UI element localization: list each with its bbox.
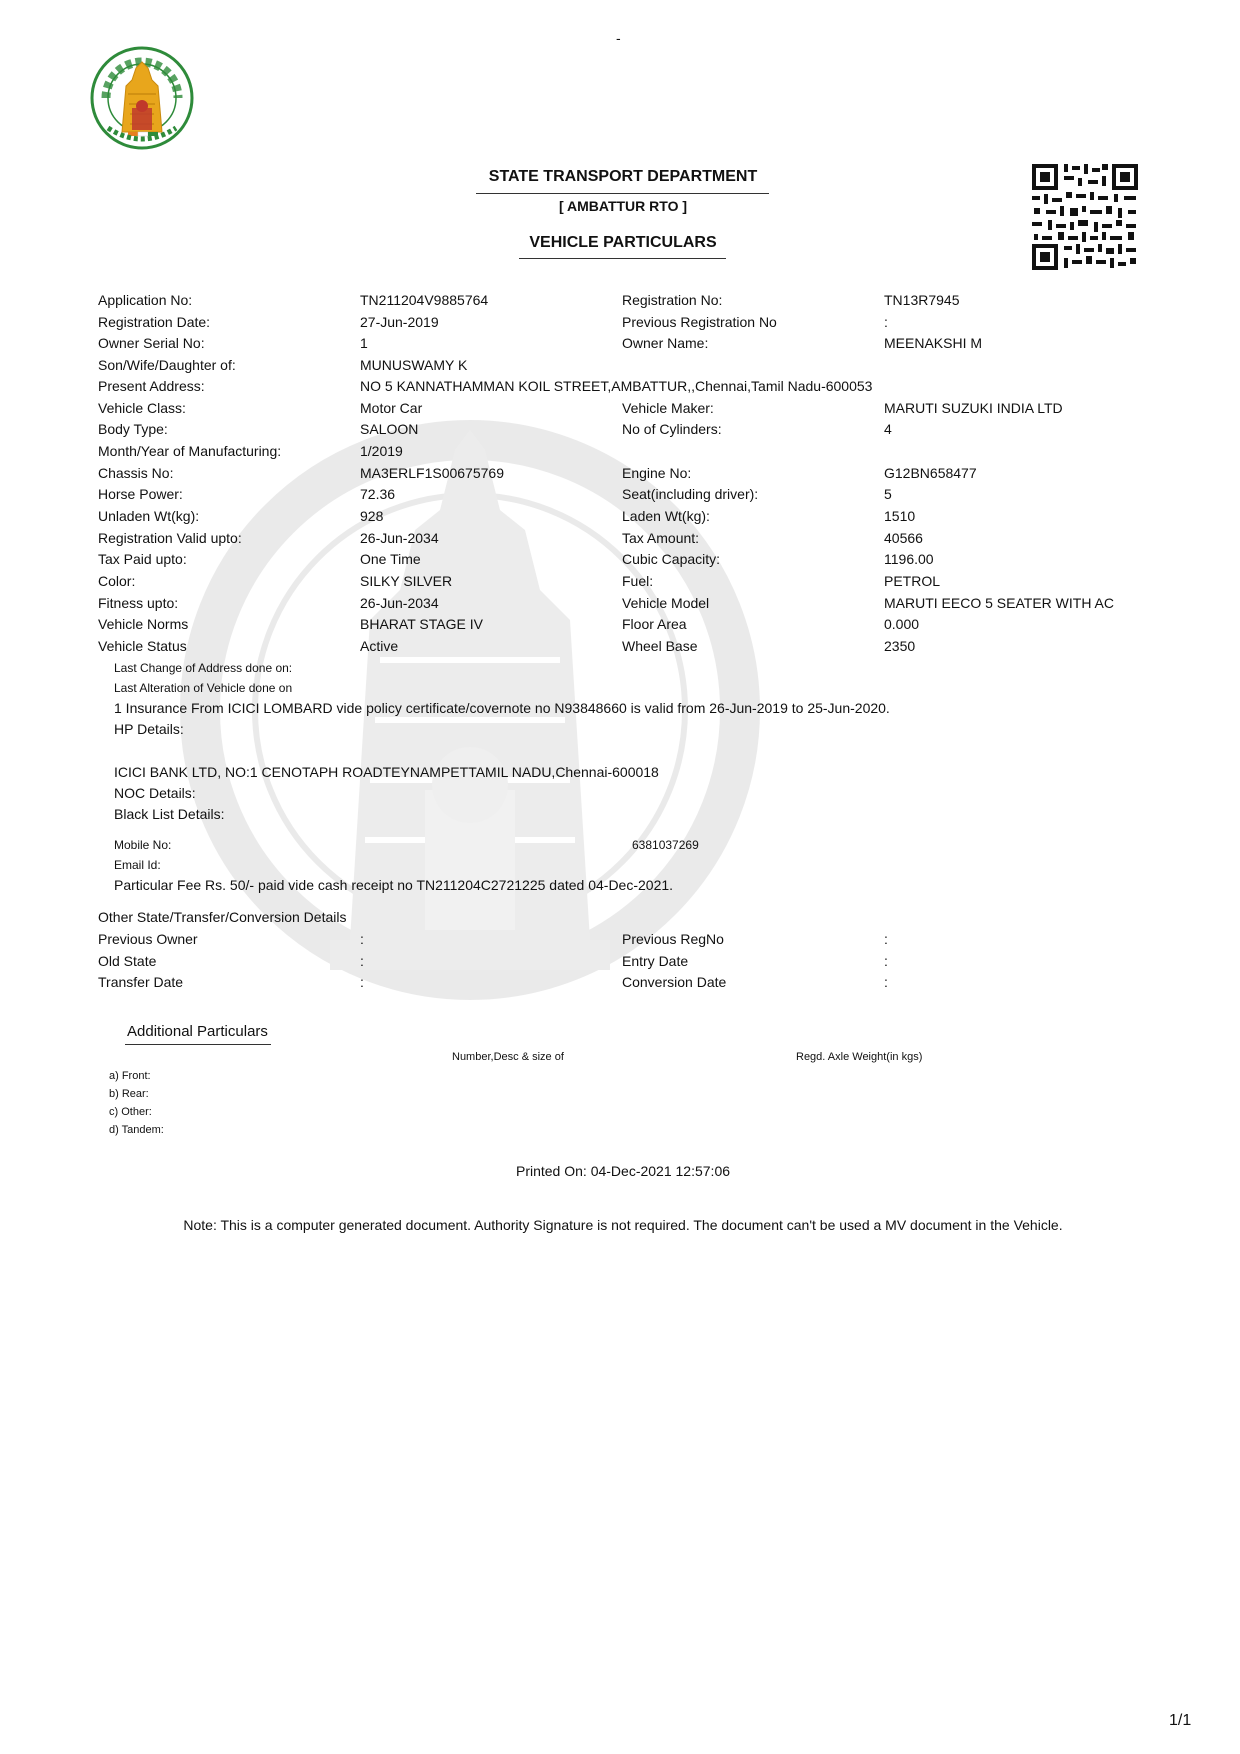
row-relation — [0, 357, 1240, 377]
cubic-capacity-value: 1196.00 — [884, 551, 934, 567]
conversion-date-value: : — [884, 974, 888, 990]
axle-tandem: d) Tandem: — [109, 1124, 164, 1136]
row-transfer-date — [0, 974, 1240, 994]
state-emblem-logo — [84, 46, 200, 150]
previous-owner-value: : — [360, 931, 364, 947]
cylinders-value: 4 — [884, 421, 892, 437]
seats-label: Seat(including driver): — [622, 486, 759, 502]
registration-valid-value: 26-Jun-2034 — [360, 530, 439, 546]
last-change-address: Last Change of Address done on: — [114, 661, 293, 675]
fitness-label: Fitness upto: — [98, 595, 179, 611]
hp-details-label: HP Details: — [114, 721, 184, 737]
laden-wt-value: 1510 — [884, 508, 916, 524]
row-color — [0, 573, 1240, 593]
row-previous-owner — [0, 931, 1240, 951]
previous-registration-value: : — [884, 314, 888, 330]
row-address — [0, 378, 1240, 398]
row-fitness — [0, 595, 1240, 615]
previous-owner-label: Previous Owner — [98, 931, 198, 947]
color-value: SILKY SILVER — [360, 573, 453, 589]
engine-no-label: Engine No: — [622, 465, 692, 481]
registration-date-value: 27-Jun-2019 — [360, 314, 439, 330]
present-address-value: NO 5 KANNATHAMMAN KOIL STREET,AMBATTUR,,Chennai,Tamil Nadu-600053 — [360, 378, 873, 394]
owner-serial-label: Owner Serial No: — [98, 335, 205, 351]
cubic-capacity-label: Cubic Capacity: — [622, 551, 721, 567]
horse-power-label: Horse Power: — [98, 486, 183, 502]
blacklist-details-label: Black List Details: — [114, 806, 225, 822]
color-label: Color: — [98, 573, 136, 589]
fuel-label: Fuel: — [622, 573, 654, 589]
row-owner — [0, 335, 1240, 355]
entry-date-value: : — [884, 953, 888, 969]
chassis-no-label: Chassis No: — [98, 465, 174, 481]
row-status — [0, 638, 1240, 658]
vehicle-model-value: MARUTI EECO 5 SEATER WITH AC — [884, 595, 1114, 611]
row-vehicle-class — [0, 400, 1240, 420]
wheel-base-value: 2350 — [884, 638, 916, 654]
hp-details-value: ICICI BANK LTD, NO:1 CENOTAPH ROADTEYNAMPETTAMIL NADU,Chennai-600018 — [114, 764, 659, 780]
unladen-wt-value: 928 — [360, 508, 384, 524]
row-registration-valid — [0, 530, 1240, 550]
seats-value: 5 — [884, 486, 892, 502]
owner-serial-value: 1 — [360, 335, 368, 351]
horse-power-value: 72.36 — [360, 486, 396, 502]
body-type-value: SALOON — [360, 421, 419, 437]
unladen-wt-label: Unladen Wt(kg): — [98, 508, 200, 524]
registration-valid-label: Registration Valid upto: — [98, 530, 242, 546]
vehicle-status-label: Vehicle Status — [98, 638, 187, 654]
department-title: STATE TRANSPORT DEPARTMENT — [488, 168, 758, 185]
transfer-date-value: : — [360, 974, 364, 990]
row-chassis — [0, 465, 1240, 485]
title-underline — [476, 193, 769, 194]
fitness-value: 26-Jun-2034 — [360, 595, 439, 611]
row-tax-paid — [0, 551, 1240, 571]
tax-paid-label: Tax Paid upto: — [98, 551, 187, 567]
conversion-date-label: Conversion Date — [622, 974, 727, 990]
page-number: 1/1 — [1169, 1712, 1192, 1729]
floor-area-label: Floor Area — [622, 616, 687, 632]
old-state-value: : — [360, 953, 364, 969]
tax-amount-value: 40566 — [884, 530, 923, 546]
relation-label: Son/Wife/Daughter of: — [98, 357, 236, 373]
previous-regno-label: Previous RegNo — [622, 931, 724, 947]
wheel-base-label: Wheel Base — [622, 638, 698, 654]
row-old-state — [0, 953, 1240, 973]
vehicle-model-label: Vehicle Model — [622, 595, 710, 611]
vehicle-class-value: Motor Car — [360, 400, 423, 416]
transfer-heading: Other State/Transfer/Conversion Details — [98, 909, 347, 925]
application-no-value: TN211204V9885764 — [360, 292, 489, 308]
row-registration-date — [0, 314, 1240, 334]
column-number-desc: Number,Desc & size of — [452, 1051, 564, 1063]
vehicle-status-value: Active — [360, 638, 399, 654]
rto-name: [ AMBATTUR RTO ] — [558, 198, 688, 214]
additional-particulars-heading: Additional Particulars — [127, 1023, 268, 1040]
vehicle-maker-value: MARUTI SUZUKI INDIA LTD — [884, 400, 1063, 416]
mobile-label: Mobile No: — [114, 838, 172, 852]
previous-registration-label: Previous Registration No — [622, 314, 777, 330]
vehicle-norms-value: BHARAT STAGE IV — [360, 616, 483, 632]
previous-regno-value: : — [884, 931, 888, 947]
last-alteration: Last Alteration of Vehicle done on — [114, 681, 293, 695]
floor-area-value: 0.000 — [884, 616, 920, 632]
document-title-underline — [519, 258, 726, 259]
printed-on: Printed On: 04-Dec-2021 12:57:06 — [515, 1163, 731, 1179]
disclaimer-note: Note: This is a computer generated document. Authority Signature is not required. The document can't be used a MV document in the Vehicle. — [183, 1217, 1063, 1233]
manufacturing-label: Month/Year of Manufacturing: — [98, 443, 282, 459]
chassis-no-value: MA3ERLF1S00675769 — [360, 465, 504, 481]
transfer-date-label: Transfer Date — [98, 974, 184, 990]
fuel-value: PETROL — [884, 573, 941, 589]
row-body-type — [0, 421, 1240, 441]
engine-no-value: G12BN658477 — [884, 465, 977, 481]
row-horse-power — [0, 486, 1240, 506]
tax-amount-label: Tax Amount: — [622, 530, 700, 546]
vehicle-maker-label: Vehicle Maker: — [622, 400, 714, 416]
registration-date-label: Registration Date: — [98, 314, 211, 330]
manufacturing-value: 1/2019 — [360, 443, 403, 459]
document-title: VEHICLE PARTICULARS — [529, 234, 717, 251]
vehicle-norms-label: Vehicle Norms — [98, 616, 189, 632]
axle-front: a) Front: — [109, 1070, 151, 1082]
additional-particulars-underline — [125, 1044, 271, 1045]
entry-date-label: Entry Date — [622, 953, 689, 969]
application-no-label: Application No: — [98, 292, 193, 308]
registration-no-value: TN13R7945 — [884, 292, 960, 308]
body-type-label: Body Type: — [98, 421, 168, 437]
row-manufacturing — [0, 443, 1240, 463]
tax-paid-value: One Time — [360, 551, 421, 567]
owner-name-value: MEENAKSHI M — [884, 335, 983, 351]
registration-no-label: Registration No: — [622, 292, 723, 308]
column-axle-weight: Regd. Axle Weight(in kgs) — [796, 1051, 923, 1063]
row-weight — [0, 508, 1240, 528]
page-marker: - — [616, 30, 621, 46]
row-application — [0, 292, 1240, 312]
axle-other: c) Other: — [109, 1106, 152, 1118]
email-label: Email Id: — [114, 858, 161, 872]
laden-wt-label: Laden Wt(kg): — [622, 508, 710, 524]
relation-value: MUNUSWAMY K — [360, 357, 468, 373]
insurance-details: 1 Insurance From ICICI LOMBARD vide policy certificate/covernote no N93848660 is valid from 26-Jun-2019 to 25-Jun-2020. — [114, 700, 890, 716]
noc-details-label: NOC Details: — [114, 785, 196, 801]
present-address-label: Present Address: — [98, 378, 205, 394]
mobile-value: 6381037269 — [632, 838, 699, 852]
cylinders-label: No of Cylinders: — [622, 421, 722, 437]
axle-rear: b) Rear: — [109, 1088, 149, 1100]
old-state-label: Old State — [98, 953, 157, 969]
row-norms — [0, 616, 1240, 636]
vehicle-class-label: Vehicle Class: — [98, 400, 186, 416]
owner-name-label: Owner Name: — [622, 335, 709, 351]
fee-details: Particular Fee Rs. 50/- paid vide cash receipt no TN211204C2721225 dated 04-Dec-2021. — [114, 877, 674, 893]
